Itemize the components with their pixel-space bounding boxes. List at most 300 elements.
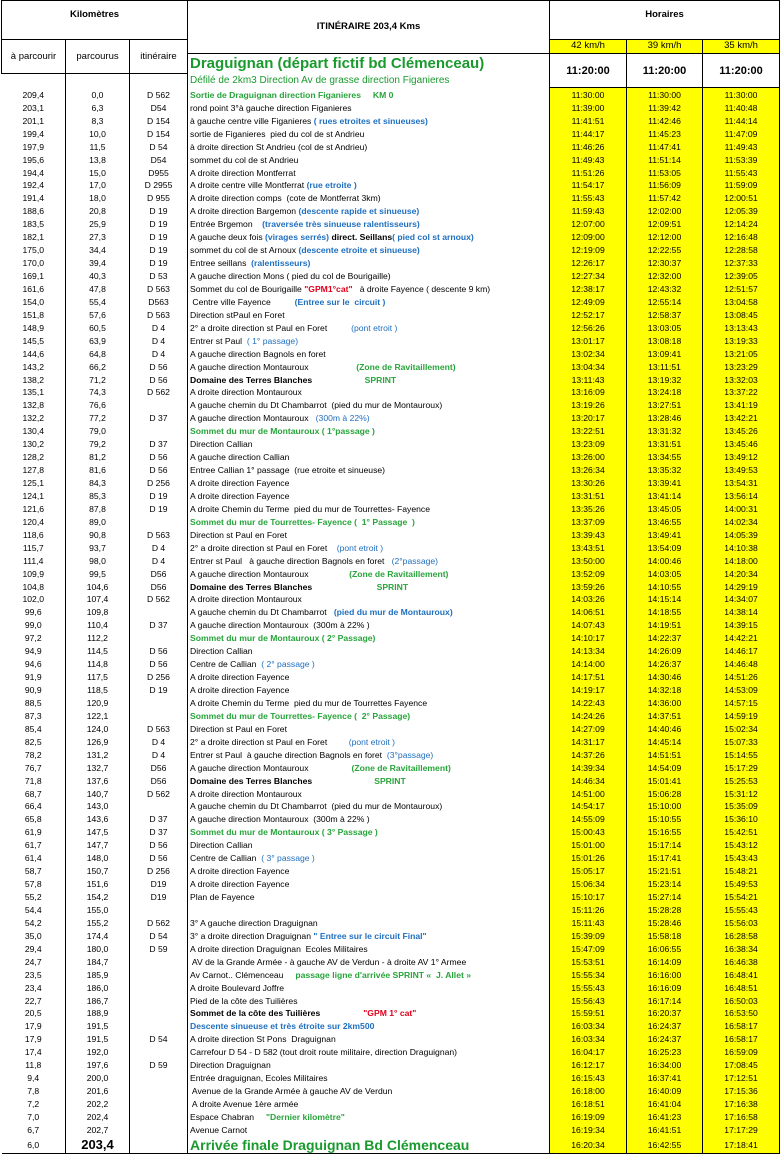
road-number xyxy=(130,425,188,438)
route-text: "Dernier kilomètre" xyxy=(265,1111,345,1122)
time-cell: 14:39:15 xyxy=(703,619,780,632)
route-text: Sommet du mur de Montauroux ( 1°passage ) xyxy=(190,426,375,437)
time-cell: 13:37:09 xyxy=(550,515,627,528)
route-text: Descente sinueuse et très étroite sur 2km500 xyxy=(190,1021,375,1032)
time-cell: 16:48:51 xyxy=(703,981,780,994)
route-text: direct. Seillans xyxy=(329,232,393,243)
route-text: Avenue de la Grande Armée à gauche AV de Verdun xyxy=(190,1086,393,1097)
road-number: D 19 xyxy=(130,684,188,697)
route-description xyxy=(188,373,550,386)
time-cell: 13:23:09 xyxy=(550,438,627,451)
route-description xyxy=(188,994,550,1007)
time-cell: 14:26:37 xyxy=(627,658,703,671)
time-cell: 17:16:58 xyxy=(703,1111,780,1124)
table-row xyxy=(2,308,780,321)
km-done: 79,2 xyxy=(66,438,130,451)
km-remaining: 29,4 xyxy=(2,942,66,955)
road-number: D 4 xyxy=(130,735,188,748)
km-done: 197,6 xyxy=(66,1059,130,1072)
route-text: SPRINT xyxy=(376,581,409,592)
route-description xyxy=(188,140,550,153)
time-cell: 15:48:21 xyxy=(703,865,780,878)
time-cell: 13:56:14 xyxy=(703,490,780,503)
road-number: D 56 xyxy=(130,839,188,852)
time-cell: 11:53:05 xyxy=(627,166,703,179)
km-remaining: 111,4 xyxy=(2,554,66,567)
time-cell: 11:54:17 xyxy=(550,179,627,192)
road-number: D 563 xyxy=(130,722,188,735)
km-done: 55,4 xyxy=(66,295,130,308)
route-text: "GPM1°cat" xyxy=(304,283,353,294)
route-text: Sommet du col de Bourigaille xyxy=(190,283,305,294)
route-text: A droite direction Fayence xyxy=(190,490,290,501)
time-cell: 15:35:09 xyxy=(703,800,780,813)
table-row xyxy=(2,205,780,218)
km-done: 184,7 xyxy=(66,955,130,968)
road-number xyxy=(130,606,188,619)
time-cell: 14:10:17 xyxy=(550,632,627,645)
time-cell: 13:26:00 xyxy=(550,451,627,464)
route-description xyxy=(188,490,550,503)
km-done: 114,5 xyxy=(66,645,130,658)
road-number: D 19 xyxy=(130,231,188,244)
road-number: D 54 xyxy=(130,929,188,942)
route-text: (virages serrés) xyxy=(265,232,330,243)
table-row xyxy=(2,477,780,490)
km-remaining: 94,9 xyxy=(2,645,66,658)
time-cell: 12:38:17 xyxy=(550,283,627,296)
route-text: (descente rapide et sinueuse) xyxy=(298,206,420,217)
route-description xyxy=(188,567,550,580)
route-description xyxy=(188,929,550,942)
time-cell: 15:01:26 xyxy=(550,852,627,865)
road-number xyxy=(130,981,188,994)
time-cell: 11:30:00 xyxy=(703,88,780,101)
time-cell: 16:16:09 xyxy=(627,981,703,994)
time-cell: 12:16:48 xyxy=(703,231,780,244)
km-done: 191,5 xyxy=(66,1033,130,1046)
time-cell: 12:28:58 xyxy=(703,244,780,257)
time-cell: 12:14:24 xyxy=(703,218,780,231)
table-row xyxy=(2,321,780,334)
km-remaining: 183,5 xyxy=(2,218,66,231)
time-cell: 15:06:34 xyxy=(550,878,627,891)
road-number: D 37 xyxy=(130,412,188,425)
route-text: SPRINT xyxy=(364,374,397,385)
km-remaining: 121,6 xyxy=(2,502,66,515)
km-done: 155,0 xyxy=(66,904,130,917)
route-text: A droite Chemin du Terme pied du mur de Tourrettes Fayence xyxy=(190,697,428,708)
route-text: Domaine des Terres Blanches xyxy=(190,581,377,592)
time-cell: 15:05:17 xyxy=(550,865,627,878)
km-done: 60,5 xyxy=(66,321,130,334)
km-remaining: 23,5 xyxy=(2,968,66,981)
route-description xyxy=(188,645,550,658)
km-remaining: 65,8 xyxy=(2,813,66,826)
route-description xyxy=(188,528,550,541)
time-cell: 12:32:00 xyxy=(627,270,703,283)
road-number: D 37 xyxy=(130,619,188,632)
route-text: (traversée très sinueuse ralentisseurs) xyxy=(262,219,420,230)
table-row xyxy=(2,709,780,722)
km-remaining: 90,9 xyxy=(2,684,66,697)
route-text: A gauche direction Montauroux xyxy=(190,361,357,372)
road-number: D 56 xyxy=(130,360,188,373)
time-cell: 13:41:19 xyxy=(703,399,780,412)
time-cell: 11:51:26 xyxy=(550,166,627,179)
time-cell: 12:07:00 xyxy=(550,218,627,231)
route-description xyxy=(188,231,550,244)
finish-road xyxy=(130,1136,188,1154)
km-remaining: 182,1 xyxy=(2,231,66,244)
km-done: 147,5 xyxy=(66,826,130,839)
route-description xyxy=(188,438,550,451)
km-remaining: 99,0 xyxy=(2,619,66,632)
road-number: D 562 xyxy=(130,386,188,399)
time-cell: 16:03:34 xyxy=(550,1020,627,1033)
time-cell: 13:16:09 xyxy=(550,386,627,399)
km-remaining: 130,2 xyxy=(2,438,66,451)
table-row xyxy=(2,567,780,580)
route-text: Entrer st Paul xyxy=(190,335,247,346)
route-text: A gauche chemin du Dt Chambarrot xyxy=(190,607,334,618)
table-row xyxy=(2,774,780,787)
km-done: 200,0 xyxy=(66,1072,130,1085)
table-row xyxy=(2,464,780,477)
km-remaining: 7,2 xyxy=(2,1098,66,1111)
time-cell: 15:53:51 xyxy=(550,955,627,968)
route-text: Avenue Carnot xyxy=(190,1124,248,1135)
route-text: à droite Fayence ( descente 9 km) xyxy=(352,283,491,294)
table-row xyxy=(2,800,780,813)
route-description xyxy=(188,580,550,593)
table-row xyxy=(2,1059,780,1072)
time-cell: 15:47:09 xyxy=(550,942,627,955)
time-cell: 11:40:48 xyxy=(703,101,780,114)
route-description xyxy=(188,709,550,722)
route-text: Pied de la côte des Tuilières xyxy=(190,995,298,1006)
route-text: A droite direction Montauroux xyxy=(190,788,302,799)
route-text: à gauche centre ville Figanieres xyxy=(190,115,314,126)
route-text: A droite direction Fayence xyxy=(190,672,290,683)
route-text: A droite direction Montferrat xyxy=(190,167,296,178)
time-cell: 12:19:09 xyxy=(550,244,627,257)
time-cell: 16:59:09 xyxy=(703,1046,780,1059)
route-text: A gauche chemin du Dt Chambarrot (pied du mur de Montauroux) xyxy=(190,400,443,411)
km-remaining: 17,9 xyxy=(2,1033,66,1046)
road-number: D 4 xyxy=(130,334,188,347)
km-remaining: 88,5 xyxy=(2,697,66,710)
km-remaining: 54,4 xyxy=(2,904,66,917)
route-description xyxy=(188,748,550,761)
route-text: A gauche deux fois xyxy=(190,232,266,243)
time-cell: 14:46:34 xyxy=(550,774,627,787)
route-text: à droite direction St Andrieu (col de st Andrieu) xyxy=(190,141,368,152)
time-cell: 13:31:51 xyxy=(627,438,703,451)
time-cell: 11:30:00 xyxy=(550,88,627,101)
table-row xyxy=(2,114,780,127)
km-done: 140,7 xyxy=(66,787,130,800)
table-row xyxy=(2,942,780,955)
km-remaining: 85,4 xyxy=(2,722,66,735)
km-remaining: 154,0 xyxy=(2,295,66,308)
time-cell: 17:16:38 xyxy=(703,1098,780,1111)
km-remaining: 148,9 xyxy=(2,321,66,334)
route-text: sortie de Figanieres pied du col de st Andrieu xyxy=(190,128,365,139)
km-remaining: 17,4 xyxy=(2,1046,66,1059)
time-cell: 11:55:43 xyxy=(550,192,627,205)
route-description xyxy=(188,412,550,425)
time-cell: 15:17:41 xyxy=(627,852,703,865)
table-row xyxy=(2,1033,780,1046)
time-cell: 14:22:37 xyxy=(627,632,703,645)
km-done: 117,5 xyxy=(66,671,130,684)
time-cell: 13:49:12 xyxy=(703,451,780,464)
road-number xyxy=(130,399,188,412)
km-done: 120,9 xyxy=(66,697,130,710)
km-remaining: 7,8 xyxy=(2,1085,66,1098)
km-remaining: 124,1 xyxy=(2,490,66,503)
route-text: A gauche direction Montauroux (300m à 22% ) xyxy=(190,620,370,631)
time-cell: 16:50:03 xyxy=(703,994,780,1007)
route-description xyxy=(188,554,550,567)
finish-row xyxy=(2,1136,780,1154)
km-done: 81,2 xyxy=(66,451,130,464)
table-row xyxy=(2,295,780,308)
time-cell: 13:13:43 xyxy=(703,321,780,334)
time-cell: 14:54:09 xyxy=(627,761,703,774)
time-cell: 13:39:41 xyxy=(627,477,703,490)
route-description xyxy=(188,1123,550,1136)
time-cell: 11:39:00 xyxy=(550,101,627,114)
time-cell: 13:08:18 xyxy=(627,334,703,347)
time-cell: 16:16:00 xyxy=(627,968,703,981)
col-itineraire: itinéraire xyxy=(130,40,188,74)
table-row xyxy=(2,554,780,567)
road-number: D 955 xyxy=(130,192,188,205)
time-cell: 14:31:17 xyxy=(550,735,627,748)
start-time-35: 11:20:00 xyxy=(703,53,780,88)
route-description xyxy=(188,1033,550,1046)
table-row xyxy=(2,386,780,399)
km-done: 174,4 xyxy=(66,929,130,942)
time-cell: 15:55:43 xyxy=(703,904,780,917)
route-text: A droite direction Montauroux xyxy=(190,387,302,398)
route-description xyxy=(188,968,550,981)
table-row xyxy=(2,88,780,101)
km-remaining: 128,2 xyxy=(2,451,66,464)
route-text: Direction stPaul en Foret xyxy=(190,309,285,320)
table-row xyxy=(2,231,780,244)
road-number xyxy=(130,1046,188,1059)
km-done: 18,0 xyxy=(66,192,130,205)
route-description xyxy=(188,192,550,205)
km-done: 126,9 xyxy=(66,735,130,748)
route-description xyxy=(188,1111,550,1124)
time-cell: 13:04:58 xyxy=(703,295,780,308)
km-remaining: 54,2 xyxy=(2,916,66,929)
table-row xyxy=(2,761,780,774)
time-cell: 17:12:51 xyxy=(703,1072,780,1085)
finish-km-done: 203,4 xyxy=(66,1136,130,1154)
route-description xyxy=(188,865,550,878)
km-remaining: 87,3 xyxy=(2,709,66,722)
route-text: Direction Callian xyxy=(190,840,253,851)
km-done: 147,7 xyxy=(66,839,130,852)
time-cell: 15:28:46 xyxy=(627,916,703,929)
time-cell: 16:53:50 xyxy=(703,1007,780,1020)
route-text: (2°passage) xyxy=(391,555,439,566)
time-cell: 15:10:17 xyxy=(550,891,627,904)
time-cell: 13:35:32 xyxy=(627,464,703,477)
route-text: (rue etroite ) xyxy=(306,180,357,191)
route-description xyxy=(188,308,550,321)
time-cell: 11:55:43 xyxy=(703,166,780,179)
route-description xyxy=(188,761,550,774)
time-cell: 15:10:55 xyxy=(627,813,703,826)
route-text: ( 1° passage) xyxy=(246,335,299,346)
time-cell: 17:17:29 xyxy=(703,1123,780,1136)
table-row xyxy=(2,593,780,606)
route-text: ( pied col st arnoux) xyxy=(392,232,474,243)
table-row xyxy=(2,1007,780,1020)
route-description xyxy=(188,697,550,710)
time-cell: 13:26:34 xyxy=(550,464,627,477)
time-cell: 15:17:14 xyxy=(627,839,703,852)
route-description xyxy=(188,904,550,917)
time-cell: 14:00:46 xyxy=(627,554,703,567)
table-row xyxy=(2,515,780,528)
time-cell: 15:23:14 xyxy=(627,878,703,891)
time-cell: 12:37:33 xyxy=(703,257,780,270)
time-cell: 15:39:09 xyxy=(550,929,627,942)
road-number: D 256 xyxy=(130,477,188,490)
table-row xyxy=(2,839,780,852)
table-row xyxy=(2,360,780,373)
table-row xyxy=(2,955,780,968)
km-remaining: 145,5 xyxy=(2,334,66,347)
route-text: Entrée draguignan, Ecoles Militaires xyxy=(190,1073,328,1084)
route-text: (Zone de Ravitaillement) xyxy=(349,568,449,579)
time-cell: 16:25:23 xyxy=(627,1046,703,1059)
road-number xyxy=(130,1123,188,1136)
route-text: (300m à 22%) xyxy=(315,413,370,424)
time-cell: 13:49:41 xyxy=(627,528,703,541)
route-description xyxy=(188,515,550,528)
time-cell: 15:25:53 xyxy=(703,774,780,787)
time-cell: 16:18:00 xyxy=(550,1085,627,1098)
km-remaining: 194,4 xyxy=(2,166,66,179)
route-text: (ralentisseurs) xyxy=(251,258,311,269)
col-a-parcourir: à parcourir xyxy=(2,40,66,74)
finish-time-35: 17:18:41 xyxy=(703,1136,780,1154)
time-cell: 17:15:36 xyxy=(703,1085,780,1098)
route-description xyxy=(188,451,550,464)
time-cell: 14:38:14 xyxy=(703,606,780,619)
time-cell: 11:57:42 xyxy=(627,192,703,205)
time-cell: 12:26:17 xyxy=(550,257,627,270)
time-cell: 13:39:43 xyxy=(550,528,627,541)
time-cell: 15:06:28 xyxy=(627,787,703,800)
route-text: A gauche direction Mons ( pied du col de Bourigaille) xyxy=(190,271,391,282)
time-cell: 14:03:05 xyxy=(627,567,703,580)
km-done: 25,9 xyxy=(66,218,130,231)
km-remaining: 71,8 xyxy=(2,774,66,787)
time-cell: 15:31:12 xyxy=(703,787,780,800)
km-remaining: 35,0 xyxy=(2,929,66,942)
time-cell: 14:24:26 xyxy=(550,709,627,722)
km-remaining: 91,9 xyxy=(2,671,66,684)
time-cell: 13:28:46 xyxy=(627,412,703,425)
time-cell: 13:11:51 xyxy=(627,360,703,373)
km-done: 131,2 xyxy=(66,748,130,761)
time-cell: 16:28:58 xyxy=(703,929,780,942)
time-cell: 16:12:17 xyxy=(550,1059,627,1072)
time-cell: 16:20:37 xyxy=(627,1007,703,1020)
table-row xyxy=(2,878,780,891)
table-row xyxy=(2,735,780,748)
time-cell: 11:59:43 xyxy=(550,205,627,218)
road-number: D 562 xyxy=(130,593,188,606)
time-cell: 12:58:37 xyxy=(627,308,703,321)
time-cell: 14:37:26 xyxy=(550,748,627,761)
route-text: 2° a droite direction st Paul en Foret xyxy=(190,542,337,553)
road-number: D 59 xyxy=(130,1059,188,1072)
route-text: A droite direction Draguignan Ecoles Militaires xyxy=(190,943,368,954)
route-text: A droite Chemin du Terme pied du mur de Tourrettes- Fayence xyxy=(190,503,430,514)
road-number xyxy=(130,994,188,1007)
km-done: 154,2 xyxy=(66,891,130,904)
km-done: 155,2 xyxy=(66,916,130,929)
finish-title: Arrivée finale Draguignan Bd Clémenceau xyxy=(188,1136,550,1154)
km-done: 188,9 xyxy=(66,1007,130,1020)
km-done: 8,3 xyxy=(66,114,130,127)
km-done: 27,3 xyxy=(66,231,130,244)
km-remaining: 195,6 xyxy=(2,153,66,166)
km-remaining: 102,0 xyxy=(2,593,66,606)
route-text: Sommet du mur de Montauroux ( 2° Passage) xyxy=(190,633,376,644)
km-remaining: 58,7 xyxy=(2,865,66,878)
time-cell: 15:54:21 xyxy=(703,891,780,904)
time-cell: 13:45:46 xyxy=(703,438,780,451)
table-row xyxy=(2,101,780,114)
km-remaining: 170,0 xyxy=(2,257,66,270)
time-cell: 14:02:34 xyxy=(703,515,780,528)
table-row xyxy=(2,425,780,438)
route-text: Sommet du mur de Tourrettes- Fayence ( 2° Passage) xyxy=(190,710,411,721)
time-cell: 15:11:43 xyxy=(550,916,627,929)
start-title: Draguignan (départ fictif bd Clémenceau) xyxy=(188,53,550,74)
km-done: 143,0 xyxy=(66,800,130,813)
time-cell: 16:06:55 xyxy=(627,942,703,955)
time-cell: 15:49:53 xyxy=(703,878,780,891)
time-cell: 16:17:14 xyxy=(627,994,703,1007)
route-text: 2° a droite direction st Paul en Foret xyxy=(190,322,352,333)
road-number: D 37 xyxy=(130,826,188,839)
route-description xyxy=(188,205,550,218)
start-time-39: 11:20:00 xyxy=(627,53,703,88)
km-done: 90,8 xyxy=(66,528,130,541)
km-done: 202,4 xyxy=(66,1111,130,1124)
time-cell: 12:55:14 xyxy=(627,295,703,308)
km-remaining: 132,8 xyxy=(2,399,66,412)
table-row xyxy=(2,179,780,192)
route-text: Plan de Fayence xyxy=(190,892,255,903)
road-number: D 56 xyxy=(130,852,188,865)
table-row xyxy=(2,127,780,140)
km-remaining: 132,2 xyxy=(2,412,66,425)
route-description xyxy=(188,722,550,735)
